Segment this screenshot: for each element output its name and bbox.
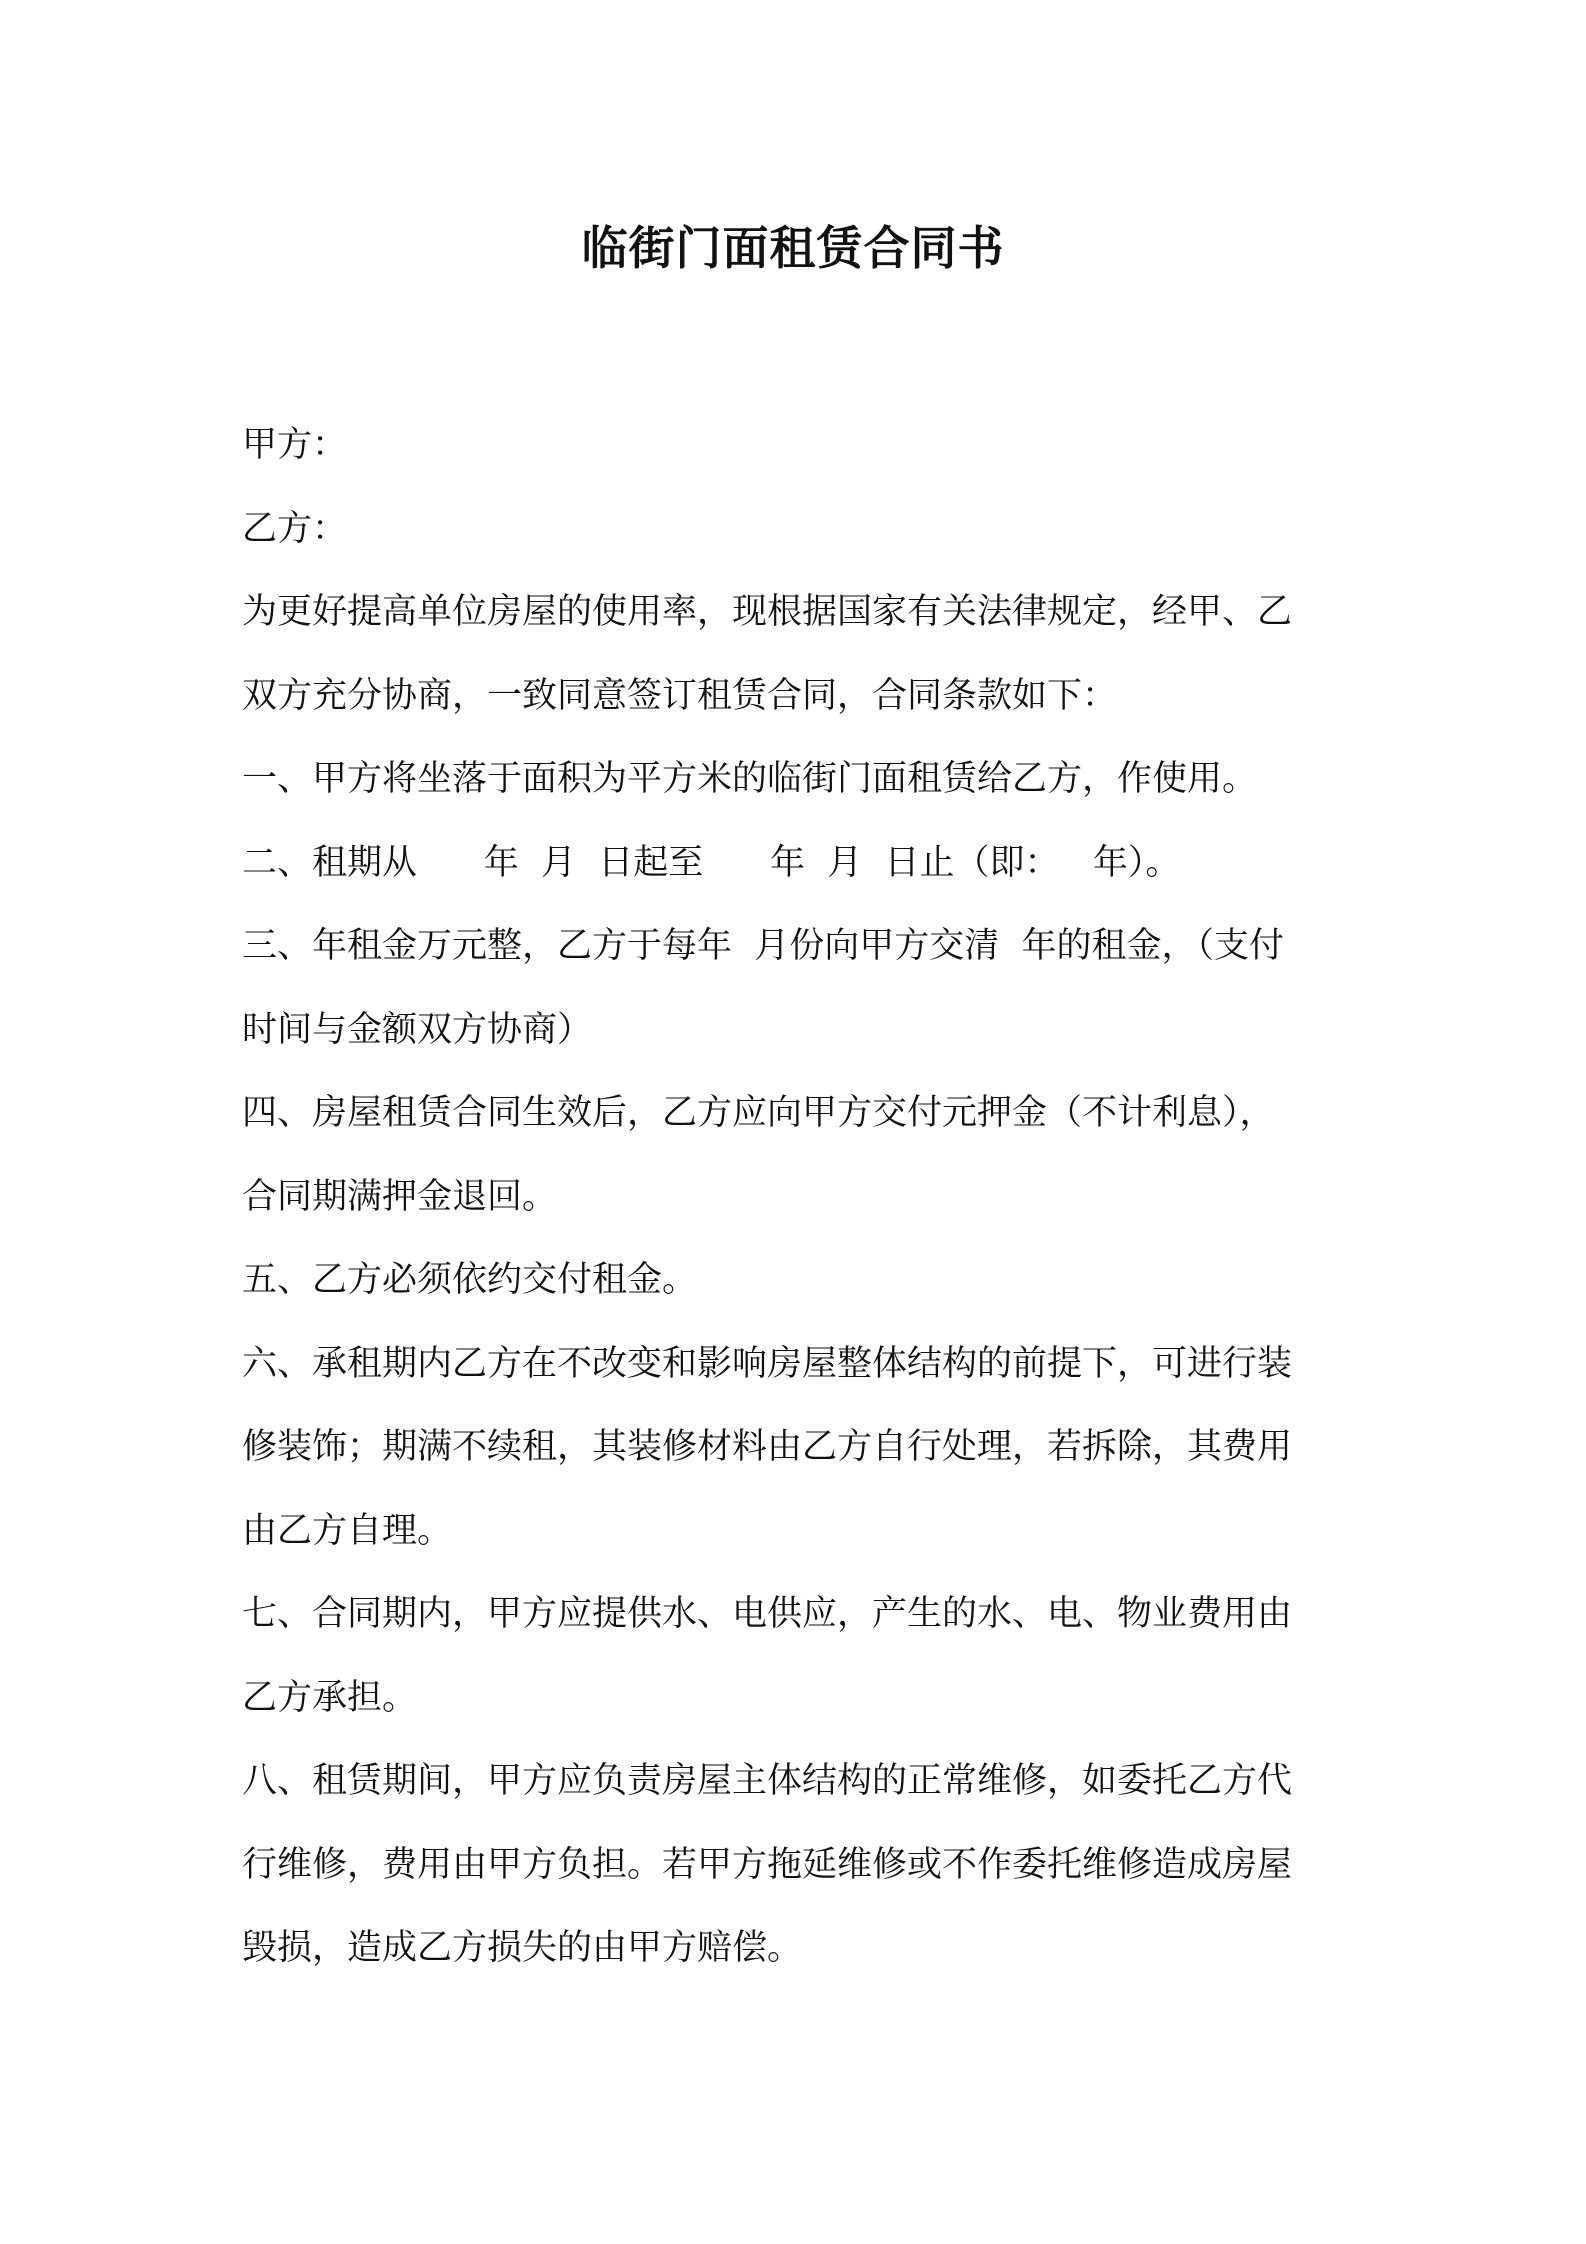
clause-6-line: 由乙方自理。	[242, 1510, 453, 1551]
document-body	[242, 404, 1362, 1991]
clause-8-line: 毁损，造成乙方损失的由甲方赔偿。	[242, 1928, 803, 1968]
clause-7-line: 七、合同期内，甲方应提供水、电供应，产生的水、电、物业费用由	[242, 1594, 1293, 1634]
party-b-line: 乙方：	[242, 508, 348, 549]
document-title: 临街门面租赁合同书	[581, 221, 1005, 275]
clause-7-line: 乙方承担。	[242, 1677, 418, 1718]
clause-6-line: 修装饰；期满不续租，其装修材料由乙方自行处理，若拆除，其费用	[242, 1427, 1293, 1467]
preamble-line: 双方充分协商，一致同意签订租赁合同，合同条款如下：	[242, 675, 1118, 716]
clause-4-line: 四、房屋租赁合同生效后，乙方应向甲方交付元押金（不计利息），	[242, 1093, 1275, 1133]
clause-5-line: 五、乙方必须依约交付租金。	[242, 1260, 698, 1300]
preamble-line: 为更好提高单位房屋的使用率，现根据国家有关法律规定，经甲、乙	[242, 592, 1293, 632]
clause-2-line: 二、租期从 年 月 日起至 年 月 日止（即： 年）。	[242, 842, 1181, 883]
clause-6-line: 六、承租期内乙方在不改变和影响房屋整体结构的前提下，可进行装	[242, 1343, 1293, 1384]
clause-3-line: 三、年租金万元整，乙方于每年 月份向甲方交清 年的租金，（支付	[242, 926, 1285, 966]
clause-4-line: 合同期满押金退回。	[242, 1176, 558, 1217]
clause-3-line: 时间与金额双方协商）	[242, 1009, 593, 1050]
clause-8-line: 行维修，费用由甲方负担。若甲方拖延维修或不作委托维修造成房屋	[242, 1844, 1293, 1885]
clause-8-line: 八、租赁期间，甲方应负责房屋主体结构的正常维修，如委托乙方代	[242, 1761, 1293, 1801]
party-a-line: 甲方：	[242, 425, 348, 465]
clause-1-line: 一、甲方将坐落于面积为平方米的临街门面租赁给乙方，作使用。	[242, 759, 1258, 799]
